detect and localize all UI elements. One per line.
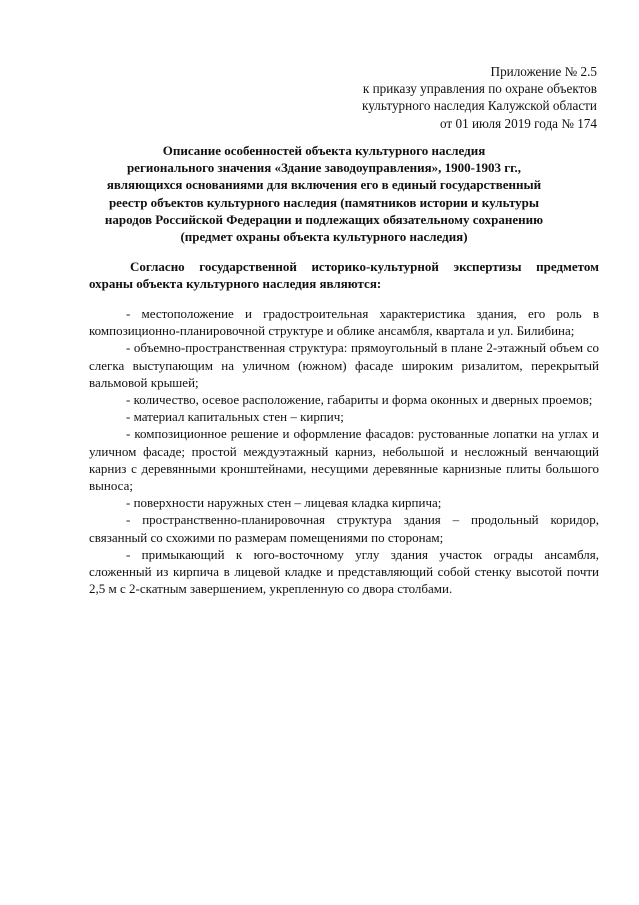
protection-items-list	[89, 305, 599, 597]
appendix-date: от 01 июля 2019 года № 174	[440, 115, 597, 131]
list-item: - поверхности наружных стен – лицевая кладка кирпича;	[126, 495, 442, 511]
intro-paragraph: Согласно государственной историко-культурной экспертизы предметом охраны объекта культурного наследия являются:	[89, 259, 599, 292]
list-item: - объемно-пространственная структура: прямоугольный в плане 2-этажный объем со слегка выступающим на уличном (южном) фасаде широким ризалитом, перекрытый вальмовой крышей;	[89, 340, 599, 390]
title-line-6: (предмет охраны объекта культурного наследия)	[180, 229, 468, 245]
title-line-2: регионального значения «Здание заводоуправления», 1900-1903 гг.,	[126, 160, 522, 176]
list-item: - материал капитальных стен – кирпич;	[126, 409, 344, 425]
list-item: - примыкающий к юго-восточному углу здания участок ограды ансамбля, сложенный из кирпича в лицевой кладке и представляющий собой стенку высотой почти 2,5 м с 2-скатным завершением, укрепленную со двора столбами.	[89, 546, 599, 597]
appendix-number: Приложение № 2.5	[490, 64, 597, 79]
document-title	[94, 142, 554, 245]
list-item: - пространственно-планировочная структура здания – продольный коридор, связанный со схожими по размерам помещениями по сторонам;	[89, 512, 599, 545]
appendix-order-reference: к приказу управления по охране объектов	[362, 81, 597, 97]
title-line-1: Описание особенностей объекта культурного наследия	[162, 143, 486, 158]
appendix-authority: культурного наследия Калужской области	[362, 98, 597, 114]
appendix-header	[297, 63, 597, 132]
list-item: - количество, осевое расположение, габариты и форма оконных и дверных проемов;	[126, 392, 593, 408]
title-line-5: народов Российской Федерации и подлежащих обязательному сохранению	[104, 211, 544, 227]
title-line-3: являющихся основаниями для включения его в единый государственный	[106, 177, 542, 193]
list-item: - композиционное решение и оформление фасадов: рустованные лопатки на углах и уличном фасаде; простой междуэтажный карниз, небольшой и несложный венчающий карниз с деревянными кронштейнами, несущими деревянные карнизные плиты большого выноса;	[89, 426, 599, 494]
list-item: - местоположение и градостроительная характеристика здания, его роль в композиционно-планировочной структуре и облике ансамбля, квартала и ул. Билибина;	[89, 306, 599, 339]
title-line-4: реестр объектов культурного наследия (памятников истории и культуры	[108, 194, 540, 210]
